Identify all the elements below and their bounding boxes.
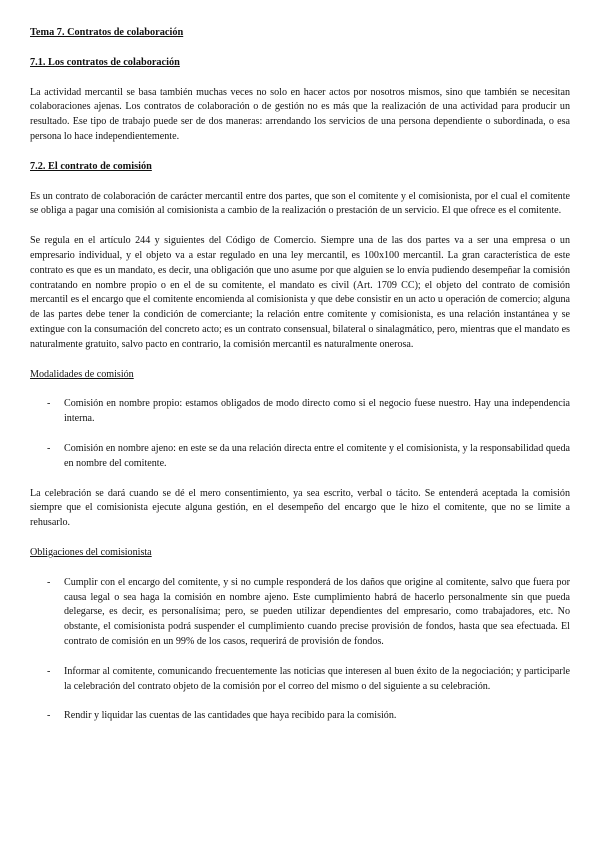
paragraph-celebracion: La celebración se dará cuando se dé el mero consentimiento, ya sea escrito, verbal o tácito. Se entenderá aceptada la comisión siempre que el comisionista ejecute alguna gestión, en el desempeño del encargo que le hizo el comitente, que no se limite a rehusarlo.	[30, 487, 570, 529]
list-item-obligacion-informar	[30, 665, 570, 695]
section-heading-7-2: 7.2. El contrato de comisión	[30, 160, 152, 172]
subheading-modalidades: Modalidades de comisión	[30, 368, 134, 380]
bullet-dash: -	[47, 442, 51, 454]
list-item-obligacion-cumplir	[30, 576, 570, 650]
paragraph-comision-regulacion: Se regula en el artículo 244 y siguientes del Código de Comercio. Siempre una de las dos partes va a ser una empresa o un empresario individual, y el objeto va a estar regulado en una ley mercantil, es 100x100 mercantil. La gran característica de este contrato es que es un mandato, es decir, una obligación que uno asume por que alguien se lo envía pudiendo desempeñar la comisión contratando en nombre propio o en el de su comitente, el mandato es civil (Art. 1709 CC); el objeto del contrato de comisión mercantil es el encargo que el comitente encomienda al comisionista y que debe consistir en un acto u operación de comercio; alguna de las partes debe tener la condición de comerciante; la relación entre comitente y comisionista, es una relación instantánea y se extingue con la consumación del concreto acto; es un contrato consensual, bilateral o sinalagmático, pero, mientras que el mandato es naturalmente gratuito, salvo pacto en contrario, la comisión mercantil es naturalmente onerosa.	[30, 235, 570, 350]
document-title: Tema 7. Contratos de colaboración	[30, 27, 184, 38]
list-item-text: Informar al comitente, comunicando frecuentemente las noticias que interesen al buen éxito de la negociación; y participarle la celebración del contrato objeto de la comisión por el correo del mismo o del siguiente a su celebración.	[64, 665, 570, 692]
bullet-dash: -	[47, 665, 51, 677]
bullet-dash: -	[47, 710, 51, 722]
list-item-modalidad-ajeno	[30, 442, 570, 472]
bullet-dash: -	[47, 398, 51, 410]
list-item-text: Comisión en nombre propio: estamos obligados de modo directo como si el negocio fuese nuestro. Hay una independencia interna.	[64, 398, 570, 425]
paragraph-colaboracion: La actividad mercantil se basa también muchas veces no solo en hacer actos por nosotros mismos, sino que también se necesitan colaboraciones ajenas. Los contratos de colaboración o de gestión no es más que la realización de una actividad para producir un resultado. Ese tipo de trabajo puede ser de dos maneras: arrendando los servicios de una persona dependiente o subordinada, o esa persona lo hace independientemente.	[30, 86, 570, 142]
subheading-obligaciones: Obligaciones del comisionista	[30, 546, 152, 558]
paragraph-comision-definicion: Es un contrato de colaboración de carácter mercantil entre dos partes, que son el comitente y el comisionista, por el cual el comitente se obliga a pagar una comisión al comisionista a cambio de la realización o prestación de un servicio. El que ofrece es el comitente.	[30, 190, 570, 217]
list-item-text: Cumplir con el encargo del comitente, y si no cumple responderá de los daños que origine al comitente, salvo que fuera por causa legal o sea haga la comisión en nombre ajeno. Este cumplimiento habrá de hacerlo personalmente sin que pueda delegarse, es decir, es personalísima; pero, se pueden utilizar dependientes del empresario, como trabajadores, etc. No obstante, el comisionista podrá suspender el cumplimiento cuando precise provisión de fondos, hasta que sea efectuada. El contrato de comisión en un 99% de los casos, requerirá de provisión de fondos.	[64, 576, 570, 647]
bullet-dash: -	[47, 576, 51, 588]
section-heading-7-1: 7.1. Los contratos de colaboración	[30, 56, 180, 68]
list-item-modalidad-propio	[30, 397, 570, 427]
list-item-text: Rendir y liquidar las cuentas de las cantidades que haya recibido para la comisión.	[64, 710, 397, 722]
list-item-text: Comisión en nombre ajeno: en este se da una relación directa entre el comitente y el comisionista, y la responsabilidad queda en nombre del comitente.	[64, 442, 570, 469]
list-item-obligacion-rendir	[30, 709, 570, 724]
